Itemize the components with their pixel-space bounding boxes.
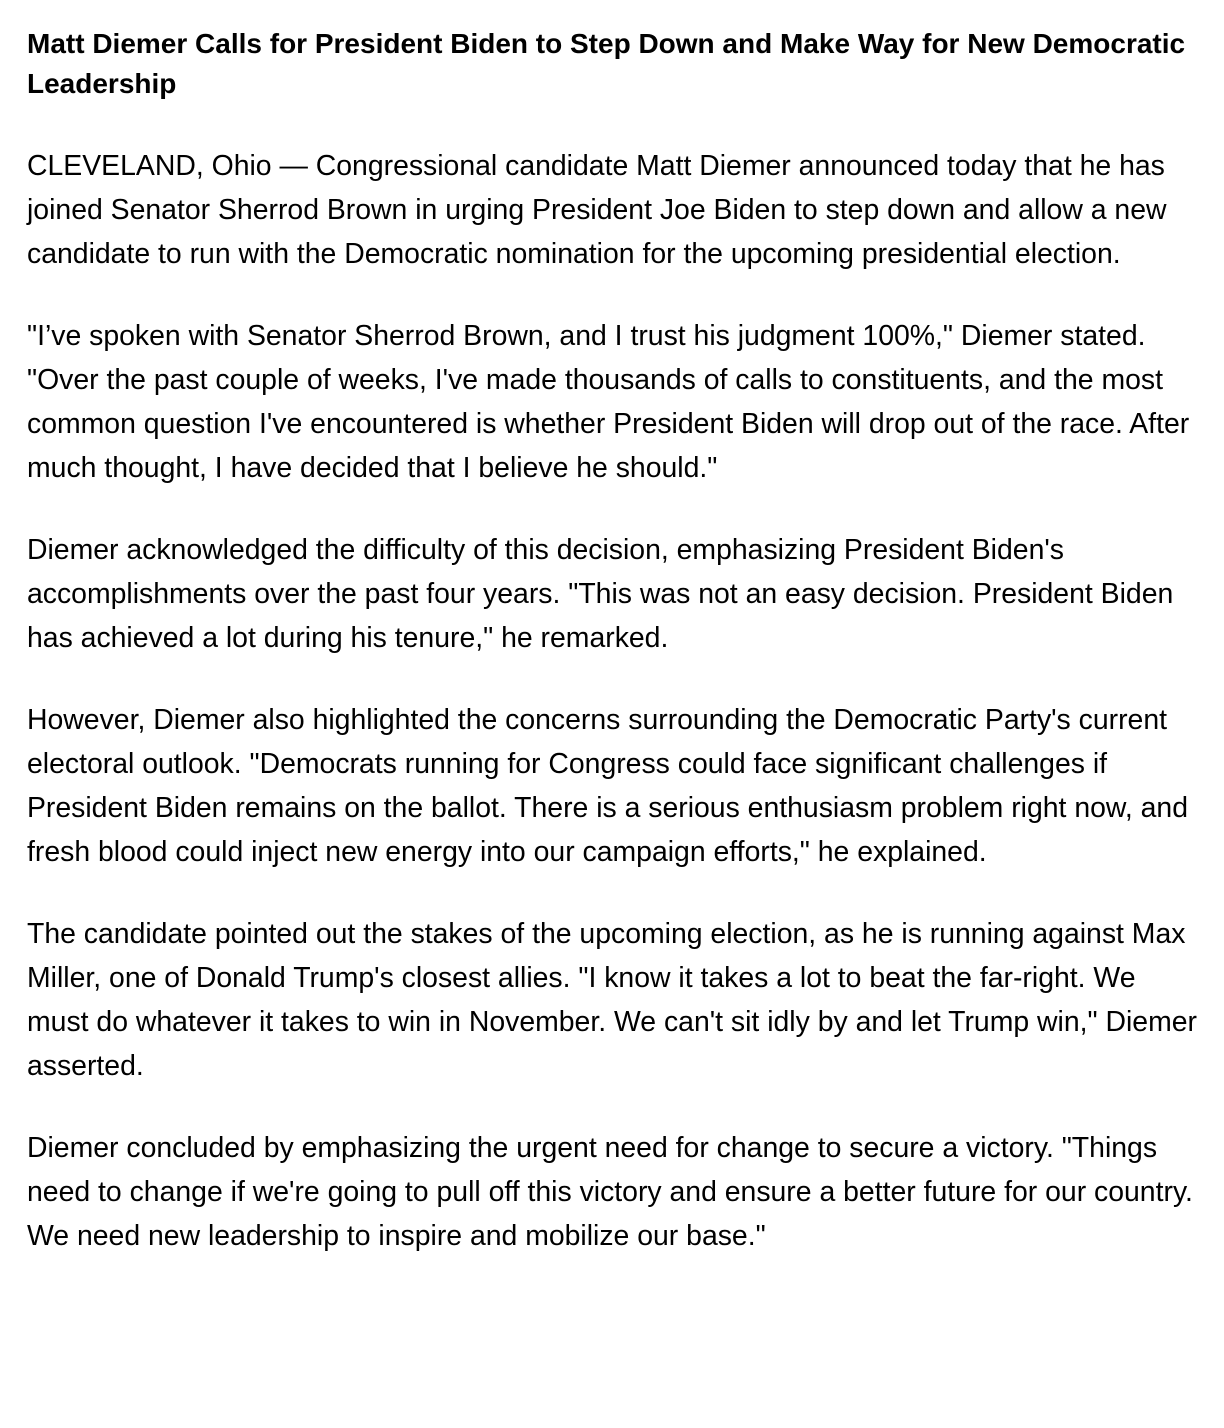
paragraph-concerns: However, Diemer also highlighted the concerns surrounding the Democratic Party's current electoral outlook. "Democrats running for Congress could face significant challenges if President Biden remains on the ballot. There is a serious enthusiasm problem right now, and fresh blood could inject new energy into our campaign efforts," he explained. <box>27 704 1188 868</box>
paragraph-stakes: The candidate pointed out the stakes of the upcoming election, as he is running against Max Miller, one of Donald Trump's closest allies. "I know it takes a lot to beat the far-right. We must do whatever it takes to win in November. We can't sit idly by and let Trump win," Diemer asserted. <box>27 918 1197 1082</box>
paragraph-intro: CLEVELAND, Ohio — Congressional candidate Matt Diemer announced today that he has joined Senator Sherrod Brown in urging President Joe Biden to step down and allow a new candidate to run with the Democratic nomination for the upcoming presidential election. <box>27 150 1167 270</box>
press-release-title: Matt Diemer Calls for President Biden to Step Down and Make Way for New Democratic Leadership <box>27 28 1186 99</box>
paragraph-quote-brown: "I’ve spoken with Senator Sherrod Brown, and I trust his judgment 100%," Diemer stated. "Over the past couple of weeks, I've made thousands of calls to constituents, and the most common question I've encountered is whether President Biden will drop out of the race. After much thought, I have decided that I believe he should." <box>27 320 1190 484</box>
paragraph-conclusion: Diemer concluded by emphasizing the urgent need for change to secure a victory. "Things need to change if we're going to pull off this victory and ensure a better future for our country. We need new leadership to inspire and mobilize our base." <box>27 1132 1193 1252</box>
paragraph-acknowledgment: Diemer acknowledged the difficulty of this decision, emphasizing President Biden's accomplishments over the past four years. "This was not an easy decision. President Biden has achieved a lot during his tenure," he remarked. <box>27 534 1174 654</box>
